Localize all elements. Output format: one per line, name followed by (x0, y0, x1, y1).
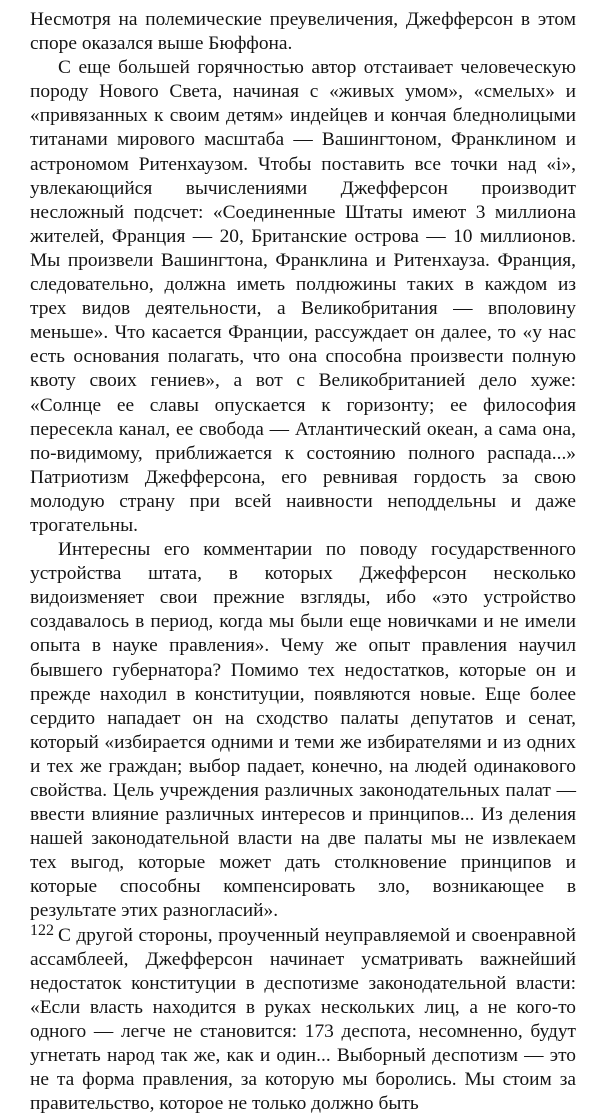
paragraph-4: С другой стороны, проученный неуправляемой и своенравной ассамблеей, Джефферсон начинает усматривать важнейший недостаток конституции в деспотизме законодательной власти: «Если власть находится в руках нескольких лиц, а не кого-то одного — легче не становится: 173 деспота, несомненно, будут угнетать народ так же, как и один... Выборный деспотизм — это не та форма правления, за которую мы боролись. Мы стоим за правительство, которое не только должно быть (30, 924, 576, 1115)
paragraph-2: С еще большей горячностью автор отстаивает человеческую породу Нового Света, начиная с «живых умом», «смелых» и «привязанных к своим детям» индейцев и кончая бледнолицыми титанами мирового масштаба — Вашингтоном, Франклином и астрономом Ритенхаузом. Чтобы поставить все точки над «i», увлекающийся вычислениями Джефферсон производит несложный подсчет: «Соединенные Штаты имеют 3 миллиона жителей, Франция — 20, Британские острова — 10 миллионов. Мы произвели Вашингтона, Франклина и Ритенхауза. Франция, следовательно, должна иметь полдюжины таких в каждом из трех видов деятельности, а Великобритания — вполовину меньше». Что касается Франции, рассуждает он далее, то «у нас есть основания полагать, что она способна произвести полную квоту своих гениев», а вот с Великобританией дело хуже: «Солнце ее славы опускается к горизонту; ее философия пересекла канал, ее свобода — Атлантический океан, а сама она, по-видимому, приближается к состоянию полного распада...» Патриотизм Джефферсона, его ревнивая гордость за свою молодую страну при всей наивности неподдельны и даже трогательны. (30, 57, 576, 536)
page-number: 122 (30, 922, 54, 939)
page-body (30, 8, 576, 1116)
paragraph-3: Интересны его комментарии по поводу государственного устройства штата, в которых Джефферсон несколько видоизменяет свои прежние взгляды, ибо «это устройство создавалось в период, когда мы были еще новичками и не имели опыта в науке правления». Чему же опыт правления научил бывшего губернатора? Помимо тех недостатков, которые он и прежде находил в конституции, появляются новые. Еще более сердито нападает он на сходство палаты депутатов и сенат, который «избирается одними и теми же избирателями и из одних и тех же граждан; выбор падает, конечно, на людей одинакового свойства. Цель учреждения различных законодательных палат — ввести влияние различных интересов и принципов... Из деления нашей законодательной власти на две палаты мы не извлекаем тех выгод, которые может дать столкновение принципов и которые способны компенсировать зло, возникающее в результате этих разногласий». (30, 539, 576, 922)
paragraph-1: Несмотря на полемические преувеличения, Джефферсон в этом споре оказался выше Бюффона. (30, 9, 576, 55)
